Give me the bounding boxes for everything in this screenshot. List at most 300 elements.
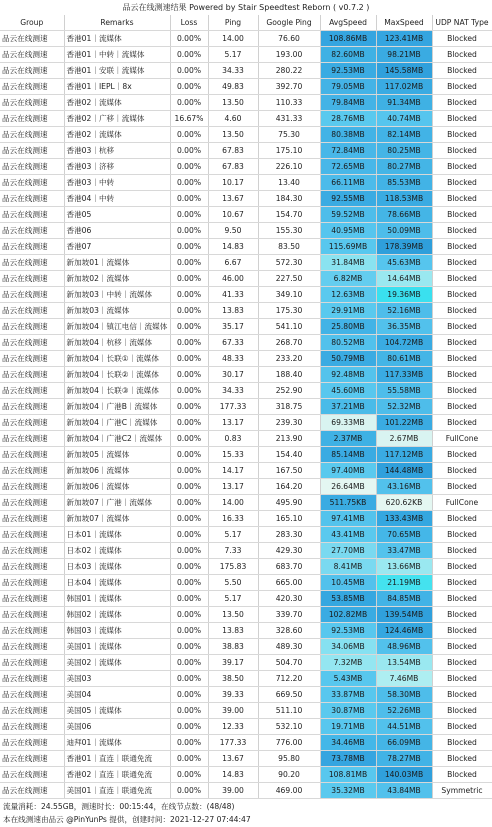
cell-loss: 0.00%	[170, 527, 208, 543]
cell-udp-nat: Blocked	[432, 383, 492, 399]
cell-max-speed: 7.46MB	[376, 671, 432, 687]
cell-ping: 6.67	[208, 255, 258, 271]
cell-udp-nat: Blocked	[432, 703, 492, 719]
table-row	[0, 303, 492, 319]
cell-loss: 0.00%	[170, 255, 208, 271]
cell-ping: 4.60	[208, 111, 258, 127]
cell-loss: 0.00%	[170, 223, 208, 239]
cell-group: 品云在线测速	[0, 415, 64, 431]
cell-avg-speed: 72.84MB	[320, 143, 376, 159]
cell-group: 品云在线测速	[0, 223, 64, 239]
table-row	[0, 367, 492, 383]
cell-max-speed: 13.66MB	[376, 559, 432, 575]
cell-remarks: 美国04	[64, 687, 170, 703]
table-row	[0, 639, 492, 655]
table-row	[0, 191, 492, 207]
cell-remarks: 香港01｜直连｜联通免流	[64, 751, 170, 767]
cell-google-ping: 154.70	[258, 207, 320, 223]
cell-google-ping: 532.10	[258, 719, 320, 735]
col-group: Group	[0, 15, 64, 31]
cell-google-ping: 318.75	[258, 399, 320, 415]
cell-group: 品云在线测速	[0, 287, 64, 303]
table-row	[0, 95, 492, 111]
cell-google-ping: 712.20	[258, 671, 320, 687]
cell-group: 品云在线测速	[0, 527, 64, 543]
table-row	[0, 559, 492, 575]
cell-loss: 0.00%	[170, 543, 208, 559]
table-row	[0, 447, 492, 463]
cell-remarks: 日本01｜流媒体	[64, 527, 170, 543]
cell-google-ping: 95.80	[258, 751, 320, 767]
cell-udp-nat: Blocked	[432, 623, 492, 639]
cell-remarks: 香港03｜中转	[64, 175, 170, 191]
cell-loss: 0.00%	[170, 127, 208, 143]
cell-remarks: 日本03｜流媒体	[64, 559, 170, 575]
cell-group: 品云在线测速	[0, 607, 64, 623]
cell-avg-speed: 511.75KB	[320, 495, 376, 511]
cell-google-ping: 184.30	[258, 191, 320, 207]
cell-remarks: 日本04｜流媒体	[64, 575, 170, 591]
cell-ping: 67.83	[208, 143, 258, 159]
table-row	[0, 175, 492, 191]
table-row	[0, 719, 492, 735]
table-row	[0, 431, 492, 447]
cell-udp-nat: Blocked	[432, 255, 492, 271]
cell-avg-speed: 31.84MB	[320, 255, 376, 271]
cell-loss: 0.00%	[170, 591, 208, 607]
cell-remarks: 香港02｜流媒体	[64, 127, 170, 143]
cell-max-speed: 117.12MB	[376, 447, 432, 463]
cell-remarks: 香港06	[64, 223, 170, 239]
cell-ping: 14.83	[208, 239, 258, 255]
cell-avg-speed: 97.41MB	[320, 511, 376, 527]
footer	[0, 799, 492, 827]
cell-udp-nat: Blocked	[432, 31, 492, 47]
cell-remarks: 新加坡04｜长联②｜流媒体	[64, 367, 170, 383]
table-row	[0, 143, 492, 159]
cell-google-ping: 669.50	[258, 687, 320, 703]
cell-remarks: 新加坡04｜镇江电信｜流媒体	[64, 319, 170, 335]
table-row	[0, 783, 492, 799]
col-ping: Ping	[208, 15, 258, 31]
cell-loss: 0.00%	[170, 399, 208, 415]
cell-group: 品云在线测速	[0, 383, 64, 399]
cell-avg-speed: 5.43MB	[320, 671, 376, 687]
cell-group: 品云在线测速	[0, 495, 64, 511]
table-row	[0, 543, 492, 559]
cell-group: 品云在线测速	[0, 351, 64, 367]
cell-remarks: 美国02｜流媒体	[64, 655, 170, 671]
cell-group: 品云在线测速	[0, 31, 64, 47]
cell-avg-speed: 92.53MB	[320, 623, 376, 639]
cell-loss: 16.67%	[170, 111, 208, 127]
cell-remarks: 新加坡04｜长联③｜流媒体	[64, 383, 170, 399]
cell-max-speed: 14.64MB	[376, 271, 432, 287]
cell-ping: 5.17	[208, 47, 258, 63]
table-row	[0, 495, 492, 511]
cell-google-ping: 175.10	[258, 143, 320, 159]
cell-max-speed: 620.62KB	[376, 495, 432, 511]
cell-google-ping: 469.00	[258, 783, 320, 799]
cell-ping: 67.33	[208, 335, 258, 351]
cell-udp-nat: Blocked	[432, 735, 492, 751]
table-row	[0, 703, 492, 719]
cell-ping: 38.83	[208, 639, 258, 655]
cell-udp-nat: Blocked	[432, 95, 492, 111]
cell-group: 品云在线测速	[0, 399, 64, 415]
cell-avg-speed: 37.21MB	[320, 399, 376, 415]
cell-loss: 0.00%	[170, 511, 208, 527]
footer-credit: 本在线测速由品云 @PinYunPs 提供，创建时间：2021-12-27 07:44:47	[3, 815, 251, 824]
cell-ping: 13.17	[208, 479, 258, 495]
cell-group: 品云在线测速	[0, 463, 64, 479]
cell-max-speed: 133.43MB	[376, 511, 432, 527]
cell-max-speed: 145.58MB	[376, 63, 432, 79]
cell-google-ping: 90.20	[258, 767, 320, 783]
cell-max-speed: 48.96MB	[376, 639, 432, 655]
cell-avg-speed: 92.53MB	[320, 63, 376, 79]
cell-avg-speed: 72.65MB	[320, 159, 376, 175]
col-google-ping: Google Ping	[258, 15, 320, 31]
cell-google-ping: 665.00	[258, 575, 320, 591]
cell-google-ping: 155.30	[258, 223, 320, 239]
cell-ping: 5.50	[208, 575, 258, 591]
cell-loss: 0.00%	[170, 367, 208, 383]
cell-google-ping: 280.22	[258, 63, 320, 79]
cell-udp-nat: Blocked	[432, 207, 492, 223]
cell-max-speed: 13.54MB	[376, 655, 432, 671]
cell-loss: 0.00%	[170, 671, 208, 687]
cell-udp-nat: Blocked	[432, 655, 492, 671]
cell-group: 品云在线测速	[0, 687, 64, 703]
cell-avg-speed: 80.38MB	[320, 127, 376, 143]
cell-group: 品云在线测速	[0, 143, 64, 159]
cell-loss: 0.00%	[170, 623, 208, 639]
cell-max-speed: 52.16MB	[376, 303, 432, 319]
cell-remarks: 美国01｜直连｜联通免流	[64, 783, 170, 799]
cell-loss: 0.00%	[170, 607, 208, 623]
cell-avg-speed: 82.60MB	[320, 47, 376, 63]
cell-ping: 49.83	[208, 79, 258, 95]
cell-remarks: 新加坡06｜流媒体	[64, 479, 170, 495]
cell-remarks: 香港01｜流媒体	[64, 31, 170, 47]
cell-ping: 14.00	[208, 31, 258, 47]
cell-loss: 0.00%	[170, 463, 208, 479]
cell-loss: 0.00%	[170, 143, 208, 159]
cell-loss: 0.00%	[170, 447, 208, 463]
cell-loss: 0.00%	[170, 687, 208, 703]
cell-udp-nat: Blocked	[432, 559, 492, 575]
cell-loss: 0.00%	[170, 415, 208, 431]
cell-udp-nat: Blocked	[432, 671, 492, 687]
cell-remarks: 新加坡02｜流媒体	[64, 271, 170, 287]
cell-loss: 0.00%	[170, 495, 208, 511]
cell-group: 品云在线测速	[0, 735, 64, 751]
cell-udp-nat: Blocked	[432, 111, 492, 127]
cell-max-speed: 84.85MB	[376, 591, 432, 607]
cell-max-speed: 52.32MB	[376, 399, 432, 415]
cell-group: 品云在线测速	[0, 431, 64, 447]
cell-ping: 14.17	[208, 463, 258, 479]
table-row	[0, 735, 492, 751]
cell-remarks: 美国06	[64, 719, 170, 735]
cell-remarks: 新加坡07｜流媒体	[64, 511, 170, 527]
table-row	[0, 79, 492, 95]
cell-avg-speed: 73.78MB	[320, 751, 376, 767]
cell-remarks: 香港03｜济移	[64, 159, 170, 175]
cell-avg-speed: 80.52MB	[320, 335, 376, 351]
cell-max-speed: 91.34MB	[376, 95, 432, 111]
cell-ping: 10.67	[208, 207, 258, 223]
cell-google-ping: 572.30	[258, 255, 320, 271]
cell-max-speed: 82.14MB	[376, 127, 432, 143]
cell-group: 品云在线测速	[0, 511, 64, 527]
cell-remarks: 新加坡04｜广港B｜流媒体	[64, 399, 170, 415]
cell-google-ping: 283.30	[258, 527, 320, 543]
cell-udp-nat: Symmetric	[432, 783, 492, 799]
table-row	[0, 575, 492, 591]
cell-google-ping: 167.50	[258, 463, 320, 479]
cell-google-ping: 233.20	[258, 351, 320, 367]
cell-google-ping: 683.70	[258, 559, 320, 575]
cell-ping: 35.17	[208, 319, 258, 335]
cell-loss: 0.00%	[170, 575, 208, 591]
cell-avg-speed: 69.33MB	[320, 415, 376, 431]
cell-udp-nat: Blocked	[432, 719, 492, 735]
cell-ping: 13.67	[208, 191, 258, 207]
cell-group: 品云在线测速	[0, 111, 64, 127]
table-row	[0, 31, 492, 47]
cell-remarks: 新加坡06｜流媒体	[64, 463, 170, 479]
cell-avg-speed: 45.60MB	[320, 383, 376, 399]
cell-max-speed: 144.48MB	[376, 463, 432, 479]
table-row	[0, 207, 492, 223]
cell-ping: 39.33	[208, 687, 258, 703]
cell-group: 品云在线测速	[0, 319, 64, 335]
cell-max-speed: 80.61MB	[376, 351, 432, 367]
cell-avg-speed: 115.69MB	[320, 239, 376, 255]
results-table	[0, 15, 492, 799]
cell-loss: 0.00%	[170, 751, 208, 767]
cell-remarks: 新加坡05｜流媒体	[64, 447, 170, 463]
cell-loss: 0.00%	[170, 303, 208, 319]
cell-group: 品云在线测速	[0, 639, 64, 655]
cell-loss: 0.00%	[170, 95, 208, 111]
cell-loss: 0.00%	[170, 79, 208, 95]
cell-udp-nat: Blocked	[432, 767, 492, 783]
cell-remarks: 新加坡03｜流媒体	[64, 303, 170, 319]
cell-avg-speed: 27.70MB	[320, 543, 376, 559]
cell-max-speed: 40.74MB	[376, 111, 432, 127]
cell-avg-speed: 53.85MB	[320, 591, 376, 607]
cell-udp-nat: Blocked	[432, 543, 492, 559]
cell-ping: 34.33	[208, 63, 258, 79]
cell-google-ping: 76.60	[258, 31, 320, 47]
cell-max-speed: 43.84MB	[376, 783, 432, 799]
cell-remarks: 美国05｜流媒体	[64, 703, 170, 719]
cell-remarks: 新加坡04｜杭移｜流媒体	[64, 335, 170, 351]
cell-google-ping: 110.33	[258, 95, 320, 111]
cell-avg-speed: 108.86MB	[320, 31, 376, 47]
footer-stats: 流量消耗：24.55GB，测速时长：00:15:44，在线节点数：(48/48)	[3, 802, 235, 811]
cell-avg-speed: 25.80MB	[320, 319, 376, 335]
cell-ping: 67.83	[208, 159, 258, 175]
table-row	[0, 239, 492, 255]
cell-ping: 39.17	[208, 655, 258, 671]
cell-remarks: 香港01｜中转｜流媒体	[64, 47, 170, 63]
cell-avg-speed: 97.40MB	[320, 463, 376, 479]
cell-max-speed: 101.22MB	[376, 415, 432, 431]
table-row	[0, 223, 492, 239]
cell-udp-nat: Blocked	[432, 351, 492, 367]
cell-max-speed: 123.41MB	[376, 31, 432, 47]
cell-group: 品云在线测速	[0, 447, 64, 463]
cell-group: 品云在线测速	[0, 783, 64, 799]
cell-max-speed: 104.72MB	[376, 335, 432, 351]
table-row	[0, 127, 492, 143]
table-row	[0, 607, 492, 623]
cell-ping: 34.33	[208, 383, 258, 399]
table-row	[0, 527, 492, 543]
cell-ping: 177.33	[208, 399, 258, 415]
table-row	[0, 415, 492, 431]
cell-group: 品云在线测速	[0, 303, 64, 319]
table-row	[0, 687, 492, 703]
table-row	[0, 335, 492, 351]
cell-avg-speed: 30.87MB	[320, 703, 376, 719]
cell-ping: 46.00	[208, 271, 258, 287]
cell-udp-nat: Blocked	[432, 47, 492, 63]
cell-group: 品云在线测速	[0, 671, 64, 687]
cell-max-speed: 45.63MB	[376, 255, 432, 271]
cell-ping: 10.17	[208, 175, 258, 191]
cell-avg-speed: 66.11MB	[320, 175, 376, 191]
table-row	[0, 63, 492, 79]
cell-udp-nat: Blocked	[432, 63, 492, 79]
cell-group: 品云在线测速	[0, 159, 64, 175]
cell-google-ping: 188.40	[258, 367, 320, 383]
cell-max-speed: 19.36MB	[376, 287, 432, 303]
cell-avg-speed: 79.05MB	[320, 79, 376, 95]
cell-udp-nat: Blocked	[432, 223, 492, 239]
cell-loss: 0.00%	[170, 719, 208, 735]
cell-udp-nat: FullCone	[432, 495, 492, 511]
cell-loss: 0.00%	[170, 63, 208, 79]
cell-remarks: 香港02｜广移｜流媒体	[64, 111, 170, 127]
cell-remarks: 美国03	[64, 671, 170, 687]
cell-google-ping: 213.90	[258, 431, 320, 447]
cell-remarks: 香港04｜中转	[64, 191, 170, 207]
cell-max-speed: 66.09MB	[376, 735, 432, 751]
cell-ping: 177.33	[208, 735, 258, 751]
cell-group: 品云在线测速	[0, 239, 64, 255]
cell-avg-speed: 19.71MB	[320, 719, 376, 735]
cell-avg-speed: 59.52MB	[320, 207, 376, 223]
cell-group: 品云在线测速	[0, 79, 64, 95]
cell-avg-speed: 40.95MB	[320, 223, 376, 239]
table-row	[0, 479, 492, 495]
cell-group: 品云在线测速	[0, 63, 64, 79]
cell-udp-nat: Blocked	[432, 127, 492, 143]
cell-group: 品云在线测速	[0, 543, 64, 559]
cell-google-ping: 13.40	[258, 175, 320, 191]
cell-group: 品云在线测速	[0, 191, 64, 207]
table-row	[0, 271, 492, 287]
cell-avg-speed: 26.64MB	[320, 479, 376, 495]
cell-loss: 0.00%	[170, 47, 208, 63]
cell-remarks: 新加坡03｜中转｜流媒体	[64, 287, 170, 303]
cell-google-ping: 429.30	[258, 543, 320, 559]
cell-max-speed: 52.26MB	[376, 703, 432, 719]
cell-ping: 39.00	[208, 703, 258, 719]
cell-udp-nat: Blocked	[432, 607, 492, 623]
cell-ping: 13.67	[208, 751, 258, 767]
cell-loss: 0.00%	[170, 191, 208, 207]
cell-max-speed: 70.65MB	[376, 527, 432, 543]
cell-max-speed: 21.19MB	[376, 575, 432, 591]
col-remarks: Remarks	[64, 15, 170, 31]
table-row	[0, 159, 492, 175]
cell-loss: 0.00%	[170, 159, 208, 175]
cell-loss: 0.00%	[170, 479, 208, 495]
cell-avg-speed: 2.37MB	[320, 431, 376, 447]
cell-loss: 0.00%	[170, 735, 208, 751]
cell-max-speed: 78.27MB	[376, 751, 432, 767]
cell-ping: 175.83	[208, 559, 258, 575]
cell-udp-nat: Blocked	[432, 575, 492, 591]
cell-google-ping: 541.10	[258, 319, 320, 335]
cell-avg-speed: 8.41MB	[320, 559, 376, 575]
cell-avg-speed: 7.32MB	[320, 655, 376, 671]
cell-avg-speed: 34.46MB	[320, 735, 376, 751]
table-row	[0, 351, 492, 367]
cell-remarks: 香港07	[64, 239, 170, 255]
cell-loss: 0.00%	[170, 287, 208, 303]
cell-udp-nat: Blocked	[432, 511, 492, 527]
cell-max-speed: 50.09MB	[376, 223, 432, 239]
cell-group: 品云在线测速	[0, 767, 64, 783]
cell-ping: 14.00	[208, 495, 258, 511]
cell-group: 品云在线测速	[0, 591, 64, 607]
cell-remarks: 韩国02｜流媒体	[64, 607, 170, 623]
cell-udp-nat: Blocked	[432, 271, 492, 287]
cell-loss: 0.00%	[170, 319, 208, 335]
cell-google-ping: 776.00	[258, 735, 320, 751]
cell-ping: 13.50	[208, 95, 258, 111]
cell-udp-nat: Blocked	[432, 79, 492, 95]
cell-udp-nat: Blocked	[432, 143, 492, 159]
cell-ping: 13.50	[208, 127, 258, 143]
cell-ping: 16.33	[208, 511, 258, 527]
cell-udp-nat: Blocked	[432, 447, 492, 463]
cell-google-ping: 495.90	[258, 495, 320, 511]
cell-loss: 0.00%	[170, 239, 208, 255]
cell-google-ping: 268.70	[258, 335, 320, 351]
cell-ping: 13.83	[208, 303, 258, 319]
cell-remarks: 新加坡04｜长联①｜流媒体	[64, 351, 170, 367]
cell-google-ping: 239.30	[258, 415, 320, 431]
cell-remarks: 香港01｜安联｜流媒体	[64, 63, 170, 79]
cell-loss: 0.00%	[170, 783, 208, 799]
cell-avg-speed: 34.06MB	[320, 639, 376, 655]
cell-google-ping: 193.00	[258, 47, 320, 63]
cell-google-ping: 431.33	[258, 111, 320, 127]
cell-max-speed: 118.53MB	[376, 191, 432, 207]
col-udp-nat: UDP NAT Type	[432, 15, 492, 31]
cell-remarks: 韩国03｜流媒体	[64, 623, 170, 639]
cell-max-speed: 117.02MB	[376, 79, 432, 95]
cell-avg-speed: 108.81MB	[320, 767, 376, 783]
